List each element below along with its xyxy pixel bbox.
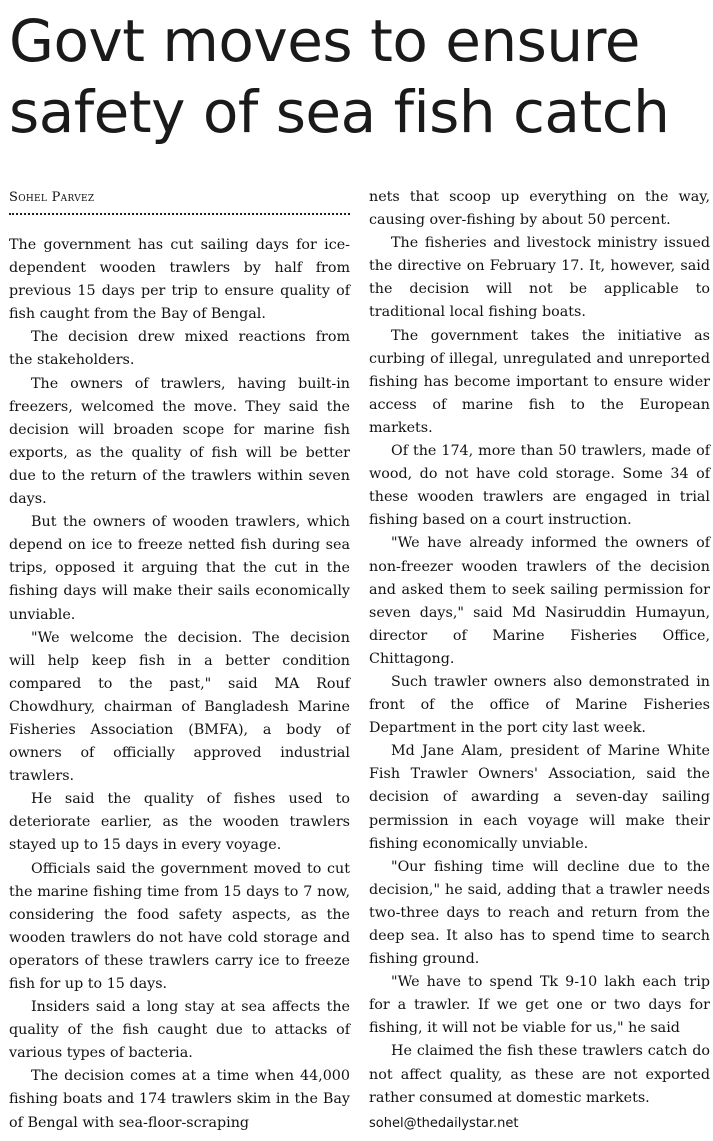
paragraph: The owners of trawlers, having built-in freezers, welcomed the move. They said the decision will broaden scope for marine fish exports, as the quality of fish will be better due to the return of the trawlers within seven days. <box>9 375 350 508</box>
right-column <box>369 186 710 1135</box>
headline-line-2: safety of sea fish catch <box>9 78 670 146</box>
paragraph: Such trawler owners also demonstrated in front of the office of Marine Fisheries Department in the port city last week. <box>369 673 710 737</box>
paragraph: Officials said the government moved to cut the marine fishing time from 15 days to 7 now, considering the food safety aspects, as the wooden trawlers do not have cold storage and operators of these trawlers carry ice to freeze fish for up to 15 days. <box>9 860 350 992</box>
paragraph-continued: nets that scoop up everything on the way, causing over-fishing by about 50 percent. <box>369 189 710 229</box>
paragraph: "We welcome the decision. The decision will help keep fish in a better condition compared to the past," said MA Rouf Chowdhury, chairman of Bangladesh Marine Fisheries Association (BMFA), a body of owners of officially approved industrial trawlers. <box>9 629 350 785</box>
headline-line-1: Govt moves to ensure <box>9 7 640 75</box>
byline-divider <box>9 213 350 215</box>
paragraph: "We have already informed the owners of non-freezer wooden trawlers of the decision and asked them to seek sailing permission for seven days," said Md Nasiruddin Humayun, director of Marine Fisheries Office, Chittagong. <box>369 535 710 667</box>
paragraph: The decision drew mixed reactions from the stakeholders. <box>9 329 350 369</box>
paragraph: He said the quality of fishes used to deteriorate earlier, as the wooden trawlers stayed up to 15 days in every voyage. <box>9 791 350 854</box>
paragraph: But the owners of wooden trawlers, which depend on ice to freeze netted fish during sea trips, opposed it arguing that the cut in the fishing days will make their sails economically unviable. <box>9 514 350 623</box>
byline: Sohel Parvez <box>9 190 95 205</box>
paragraph: The fisheries and livestock ministry issued the directive on February 17. It, however, said the decision will not be applicable to traditional local fishing boats. <box>369 235 710 321</box>
paragraph: Insiders said a long stay at sea affects the quality of the fish caught due to attacks of various types of bacteria. <box>9 999 350 1062</box>
left-column <box>9 234 350 1135</box>
paragraph: "We have to spend Tk 9-10 lakh each trip for a trawler. If we get one or two days for fishing, it will not be viable for us," he said <box>369 974 710 1037</box>
paragraph: The government has cut sailing days for ice-dependent wooden trawlers by half from previous 15 days per trip to ensure quality of fish caught from the Bay of Bengal. <box>9 237 350 323</box>
paragraph: Of the 174, more than 50 trawlers, made of wood, do not have cold storage. Some 34 of these wooden trawlers are engaged in trial fishing based on a court instruction. <box>369 443 710 529</box>
author-email[interactable]: sohel@thedailystar.net <box>369 1115 519 1131</box>
paragraph: "Our fishing time will decline due to the decision," he said, adding that a trawler needs two-three days to reach and return from the deep sea. It also has to spend time to search fishing ground. <box>369 858 710 968</box>
paragraph: The decision comes at a time when 44,000 fishing boats and 174 trawlers skim in the Bay of Bengal with sea-floor-scraping <box>9 1068 350 1131</box>
paragraph: Md Jane Alam, president of Marine White Fish Trawler Owners' Association, said the decision of awarding a seven-day sailing permission in each voyage will make their fishing economically unviable. <box>369 743 710 852</box>
headline <box>9 6 709 148</box>
paragraph: He claimed the fish these trawlers catch do not affect quality, as these are not exported rather consumed at domestic markets. <box>369 1043 710 1106</box>
paragraph: The government takes the initiative as curbing of illegal, unregulated and unreported fishing has become important to ensure wider access of marine fish to the European markets. <box>369 327 710 436</box>
